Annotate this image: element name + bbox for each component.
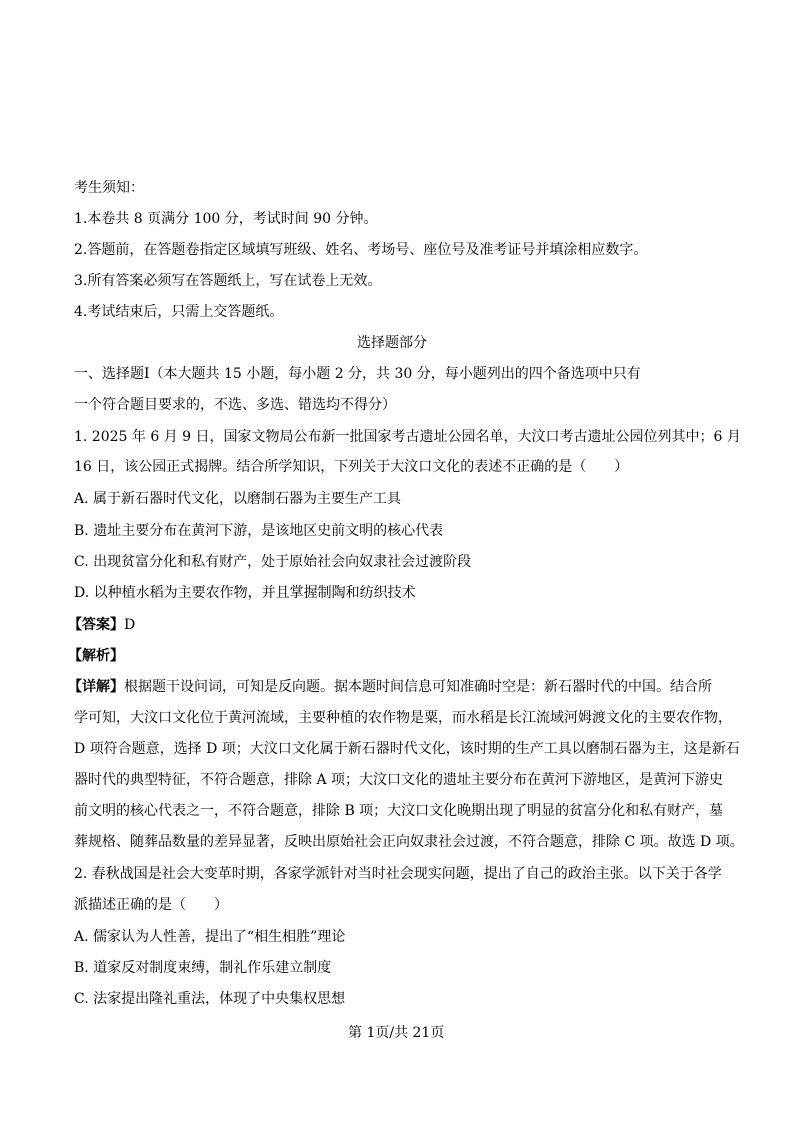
part-heading-line-2: 一个符合题目要求的，不选、多选、错选均不得分） xyxy=(74,397,396,413)
page-number: 第 1页/共 21页 xyxy=(348,1025,445,1041)
q1-stem-line-2: 16 日，该公园正式揭牌。结合所学知识，下列关于大汶口文化的表述不正确的是（ ） xyxy=(74,459,629,475)
q1-option-a: A. 属于新石器时代文化，以磨制石器为主要生产工具 xyxy=(74,491,402,507)
analysis-tag: 【解析】 xyxy=(68,648,124,664)
q1-detail-line-2: 学可知，大汶口文化位于黄河流域，主要种植的农作物是粟，而水稻是长江流域河姆渡文化的主要农作物， xyxy=(74,710,732,726)
q1-answer xyxy=(68,615,135,635)
part-heading-line-1: 一、选择题Ⅰ（本大题共 15 小题，每小题 2 分，共 30 分，每小题列出的四个备选项中只有 xyxy=(74,366,641,382)
notice-item-2: 2.答题前，在答题卷指定区域填写班级、姓名、考场号、座位号及准考证号并填涂相应数字。 xyxy=(74,242,648,258)
q1-detail-line-1 xyxy=(68,677,712,697)
q2-option-b: B. 道家反对制度束缚，制礼作乐建立制度 xyxy=(74,960,332,976)
q2-stem-line-2: 派描述正确的是（ ） xyxy=(74,897,228,913)
q1-stem-line-1: 1. 2025 年 6 月 9 日，国家文物局公布新一批国家考古遗址公园名单，大汶口考古遗址公园位列其中；6 月 xyxy=(74,429,741,445)
q1-detail-line-5: 前文明的核心代表之一，不符合题意，排除 B 项；大汶口文化晚期出现了明显的贫富分化和私有财产，墓 xyxy=(74,803,724,819)
q1-option-d: D. 以种植水稻为主要农作物，并且掌握制陶和纺织技术 xyxy=(74,585,416,601)
q1-detail-line-3: D 项符合题意，选择 D 项；大汶口文化属于新石器时代文化，该时期的生产工具以磨制石器为主，这是新石 xyxy=(74,741,740,757)
answer-value: D xyxy=(124,617,136,633)
q1-analysis-tag xyxy=(68,646,124,666)
q1-option-c: C. 出现贫富分化和私有财产，处于原始社会向奴隶社会过渡阶段 xyxy=(74,554,472,570)
notice-item-3: 3.所有答案必须写在答题纸上，写在试卷上无效。 xyxy=(74,273,382,289)
detail-tag: 【详解】 xyxy=(68,679,124,695)
notice-item-4: 4.考试结束后，只需上交答题纸。 xyxy=(74,304,284,320)
q1-option-b: B. 遗址主要分布在黄河下游，是该地区史前文明的核心代表 xyxy=(74,523,444,539)
q2-option-c: C. 法家提出隆礼重法，体现了中央集权思想 xyxy=(74,991,346,1007)
detail-text: 根据题干设问词，可知是反向题。据本题时间信息可知准确时空是：新石器时代的中国。结合所 xyxy=(124,679,712,695)
q2-stem-line-1: 2. 春秋战国是社会大变革时期，各家学派针对当时社会现实问题，提出了自己的政治主张。以下关于各学 xyxy=(74,866,722,882)
q2-option-a: A. 儒家认为人性善，提出了“相生相胜”理论 xyxy=(74,929,346,945)
section-title: 选择题部分 xyxy=(357,335,427,351)
notice-item-1: 1.本卷共 8 页满分 100 分，考试时间 90 分钟。 xyxy=(74,211,378,227)
answer-tag: 【答案】 xyxy=(68,617,124,633)
q1-detail-line-4: 器时代的典型特征，不符合题意，排除 A 项；大汶口文化的遗址主要分布在黄河下游地区，是黄河下游史 xyxy=(74,772,724,788)
q1-detail-line-6: 葬规格、随葬品数量的差异显著，反映出原始社会正向奴隶社会过渡，不符合题意，排除 C 项。故选 D 项。 xyxy=(74,834,744,850)
notice-heading: 考生须知： xyxy=(74,180,144,196)
